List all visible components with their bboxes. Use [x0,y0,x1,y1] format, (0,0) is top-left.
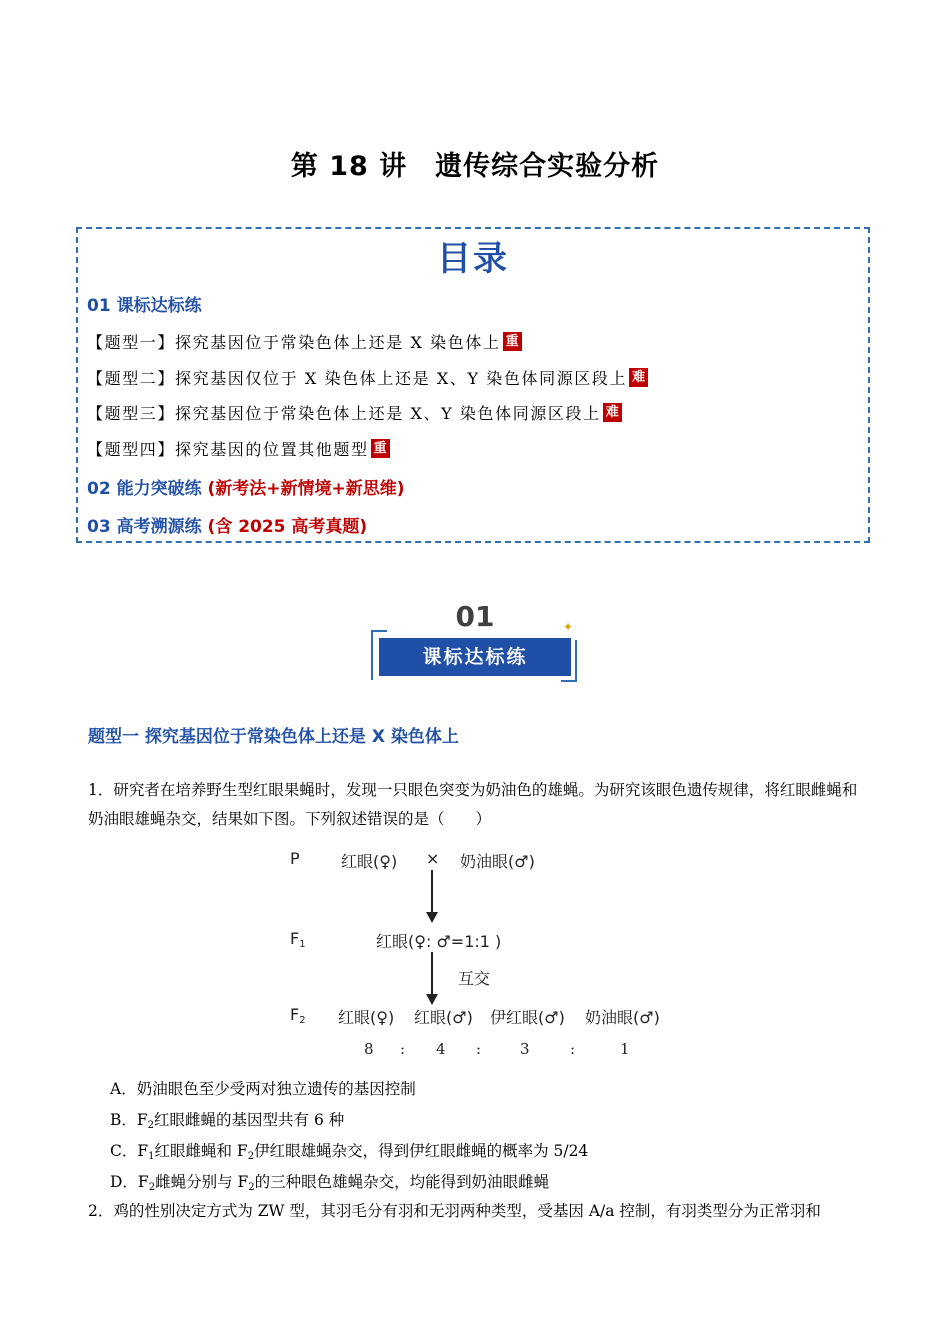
diagram-p-male: 奶油眼(♂) [460,852,535,871]
ratio-value: 1 [620,1040,630,1058]
toc-item-type4[interactable] [87,437,390,460]
arrowhead-icon [426,994,438,1005]
sparkle-icon: ✦ [562,620,573,634]
diagram-f2-item: 红眼(♀) [338,1008,395,1027]
diagram-p-label: P [290,849,300,868]
toc-section-3-note: (含 2025 高考真题) [207,517,368,537]
ratio-value: 8 [364,1040,374,1058]
option-c[interactable]: C．$F_1$红眼雌蝇和 $F_2$伊红眼雄蝇杂交，得到伊红眼雌蝇的概率为 5/24 [110,1142,589,1162]
badge-hard: 难 [629,368,648,387]
banner-label: 课标达标练 [379,638,571,676]
ratio-sep: : [476,1040,482,1058]
toc-item-type3[interactable] [87,401,622,424]
arrowhead-icon [426,912,438,923]
toc-section-2-note: (新考法+新情境+新思维) [207,479,405,499]
option-a[interactable]: A．奶油眼色至少受两对独立遗传的基因控制 [110,1080,416,1098]
section-banner [369,600,581,684]
question-1-stem: 1．研究者在培养野生型红眼果蝇时，发现一只眼色突变为奶油色的雄蝇。为研究该眼色遗传规律，将红眼雌蝇和奶油眼雄蝇杂交，结果如下图。下列叙述错误的是（ ） [88,781,858,828]
ratio-sep: : [570,1040,576,1058]
toc-section-1[interactable]: 01 课标达标练 [87,296,202,316]
question-2-stem: 2．鸡的性别决定方式为 ZW 型，其羽毛分有羽和无羽两种类型，受基因 A/a 控制，有羽类型分为正常羽和 [88,1202,821,1220]
diagram-f1-label: $F_1$ [290,929,306,950]
arrow-down [431,952,433,998]
diagram-f2-label: $F_2$ [290,1005,306,1026]
diagram-f2-item: 伊红眼(♂) [490,1008,565,1027]
option-d[interactable]: D．$F_2$雌蝇分别与 $F_2$的三种眼色雄蝇杂交，均能得到奶油眼雌蝇 [110,1173,550,1193]
diagram-intercross: 互交 [458,969,491,988]
diagram-f2-item: 奶油眼(♂) [585,1008,660,1027]
table-of-contents [76,227,870,543]
diagram-cross-sign: × [426,849,440,868]
toc-item-type2[interactable] [87,366,648,389]
toc-heading: 目录 [437,239,509,279]
badge-key: 重 [371,439,390,458]
banner-number: 01 [455,600,495,633]
diagram-f1-text: 红眼(♀: ♂=1:1 ) [376,932,502,951]
diagram-f2-item: 红眼(♂) [414,1008,473,1027]
option-b[interactable]: B．$F_2$红眼雌蝇的基因型共有 6 种 [110,1111,345,1131]
page-title: 第 18 讲 遗传综合实验分析 [290,151,660,182]
toc-item-label: 【题型三】探究基因位于常染色体上还是 X、Y 染色体同源区段上 [87,404,601,423]
toc-section-2-label: 02 能力突破练 [87,479,208,499]
toc-item-type1[interactable] [87,330,522,353]
diagram-p-female: 红眼(♀) [341,852,398,871]
ratio-value: 3 [520,1040,530,1058]
toc-section-2[interactable] [87,474,405,499]
badge-hard: 难 [603,403,622,422]
toc-item-label: 【题型一】探究基因位于常染色体上还是 X 染色体上 [87,333,501,352]
badge-key: 重 [503,332,522,351]
ratio-sep: : [400,1040,406,1058]
ratio-value: 4 [436,1040,446,1058]
toc-section-3-label: 03 高考溯源练 [87,517,208,537]
type-heading: 题型一 探究基因位于常染色体上还是 X 染色体上 [88,727,459,747]
toc-item-label: 【题型四】探究基因的位置其他题型 [87,440,369,459]
toc-item-label: 【题型二】探究基因仅位于 X 染色体上还是 X、Y 染色体同源区段上 [87,369,628,388]
arrow-down [431,870,433,916]
toc-section-3[interactable] [87,512,367,537]
